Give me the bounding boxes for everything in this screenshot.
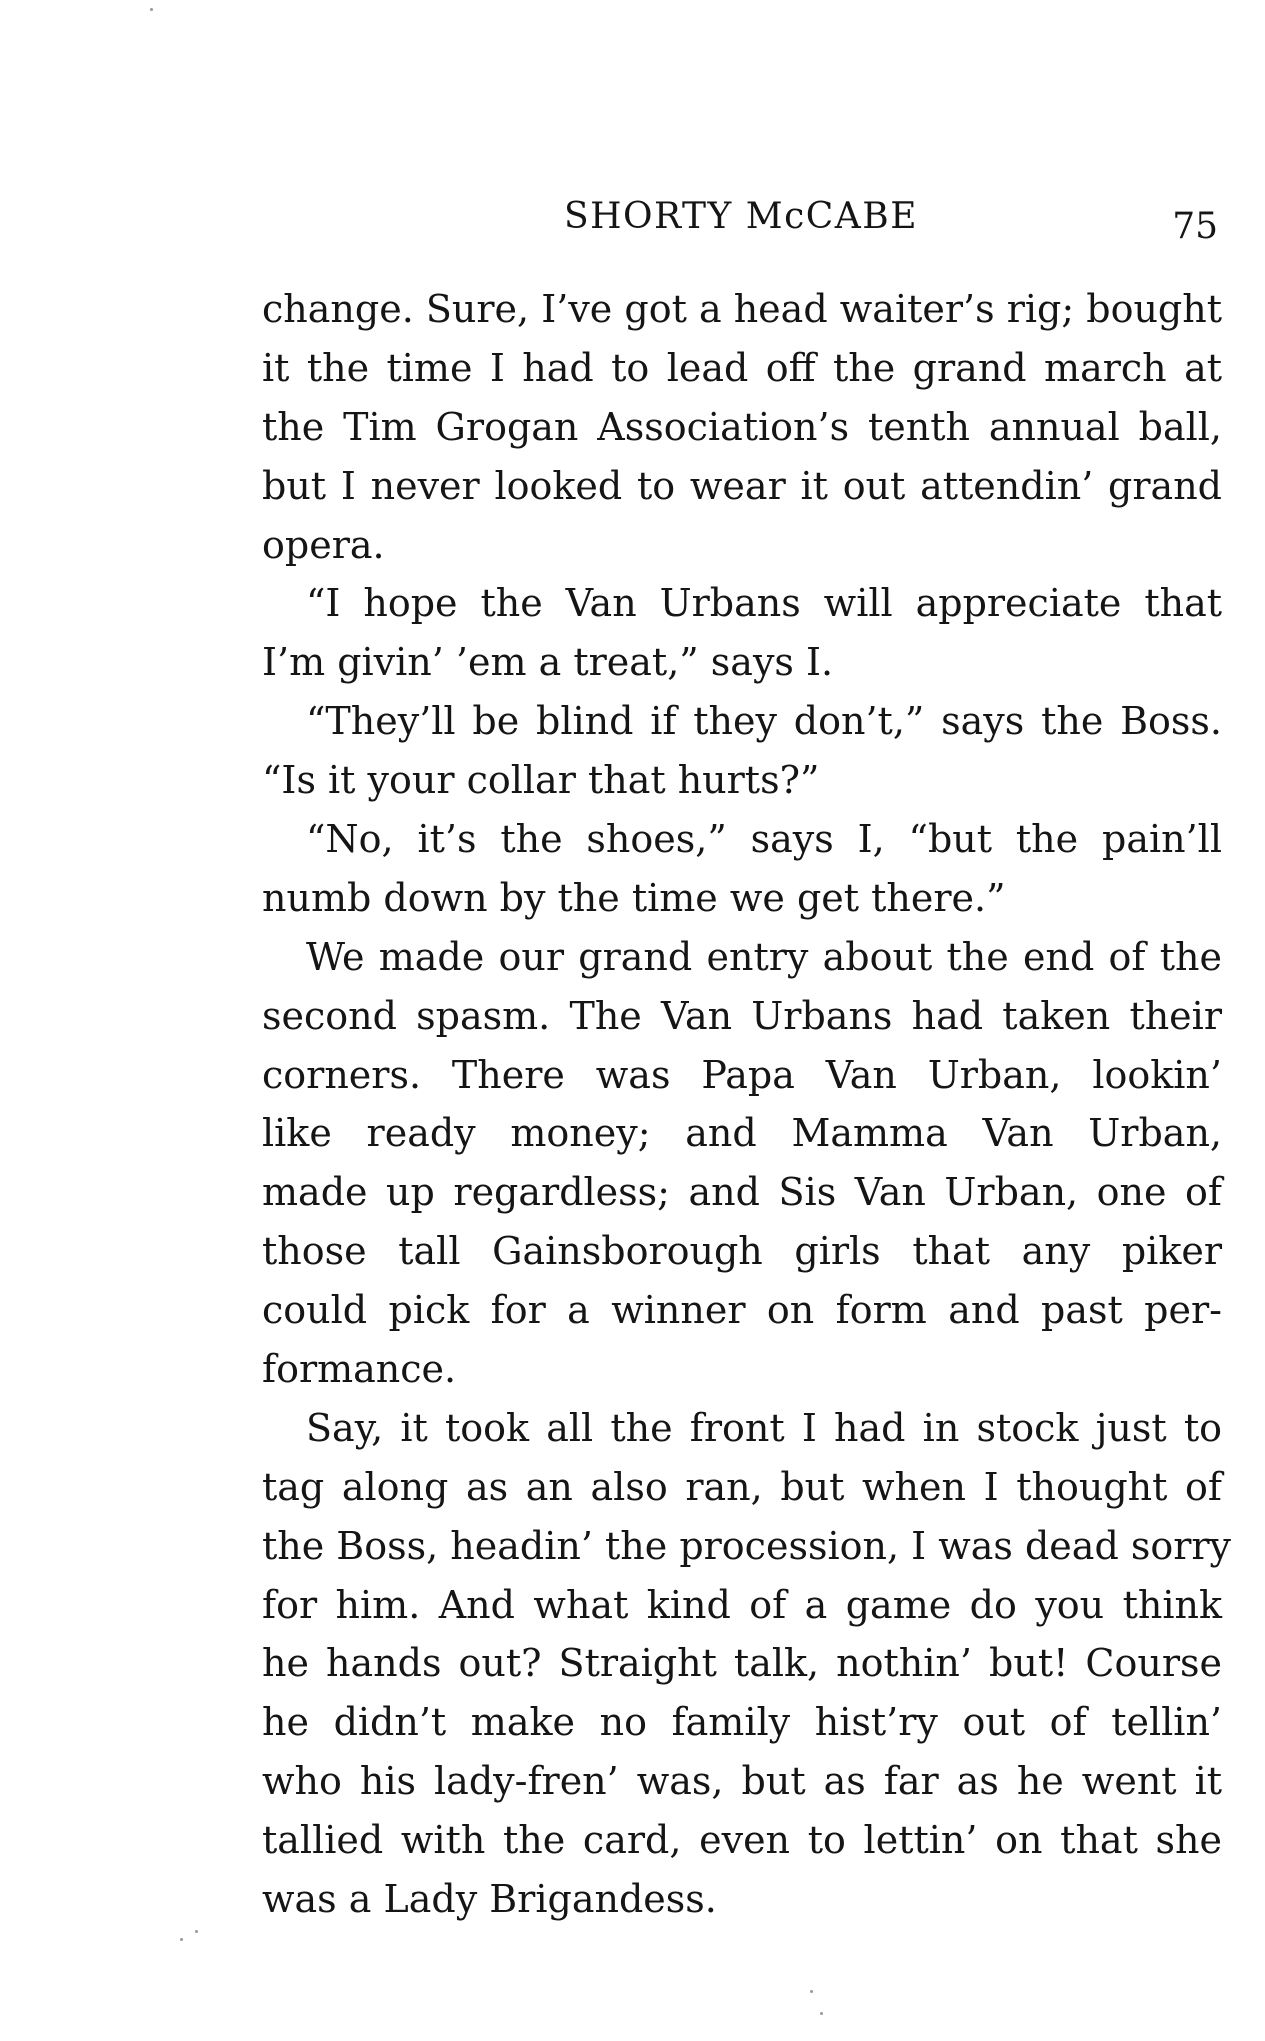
running-title: SHORTY McCABE: [563, 196, 919, 237]
body-text: [262, 280, 1232, 1929]
paper-speck: [180, 1938, 183, 1941]
text-line: but I never looked to wear it out attendin’ grand: [262, 463, 1222, 508]
text-line: “No, it’s the shoes,” says I, “but the pain’ll: [306, 817, 1222, 862]
running-head: [260, 192, 1222, 247]
text-line: corners. There was Papa Van Urban, lookin’: [262, 1052, 1222, 1097]
text-line: I’m givin’ ’em a treat,” says I.: [262, 640, 834, 685]
paper-speck: [820, 2012, 823, 2015]
text-line: could pick for a winner on form and past per-: [262, 1288, 1222, 1333]
text-line: second spasm. The Van Urbans had taken their: [262, 993, 1222, 1038]
text-line: “I hope the Van Urbans will appreciate that: [306, 581, 1222, 626]
text-line: “Is it your collar that hurts?”: [262, 758, 820, 803]
text-line: like ready money; and Mamma Van Urban,: [262, 1111, 1222, 1156]
paper-speck: [195, 1930, 198, 1933]
paper-speck: [810, 1990, 813, 1993]
text-line: change. Sure, I’ve got a head waiter’s rig; bought: [262, 287, 1222, 331]
text-line: was a Lady Brigandess.: [262, 1877, 717, 1922]
text-line: for him. And what kind of a game do you think: [262, 1582, 1222, 1627]
text-line: he didn’t make no family hist’ry out of tellin’: [262, 1700, 1222, 1745]
text-line: made up regardless; and Sis Van Urban, one of: [262, 1170, 1222, 1215]
text-line: “They’ll be blind if they don’t,” says the Boss.: [306, 699, 1222, 744]
text-line: who his lady-fren’ was, but as far as he went it: [262, 1759, 1222, 1804]
page-number: 75: [1172, 206, 1218, 247]
text-line: it the time I had to lead off the grand march at: [262, 345, 1222, 390]
text-line: those tall Gainsborough girls that any piker: [262, 1229, 1222, 1274]
text-line: opera.: [262, 522, 385, 567]
text-line: tag along as an also ran, but when I thought of: [262, 1464, 1222, 1509]
paper-speck: [150, 8, 153, 11]
text-line: We made our grand entry about the end of the: [306, 934, 1222, 979]
text-line: formance.: [262, 1347, 457, 1392]
text-line: he hands out? Straight talk, nothin’ but! Course: [262, 1641, 1222, 1686]
text-line: tallied with the card, even to lettin’ on that she: [262, 1818, 1222, 1863]
text-line: Say, it took all the front I had in stock just to: [306, 1405, 1222, 1450]
text-line: numb down by the time we get there.”: [262, 875, 1006, 920]
text-line: the Boss, headin’ the procession, I was dead sorry: [262, 1523, 1232, 1568]
text-line: the Tim Grogan Association’s tenth annual ball,: [262, 404, 1222, 449]
